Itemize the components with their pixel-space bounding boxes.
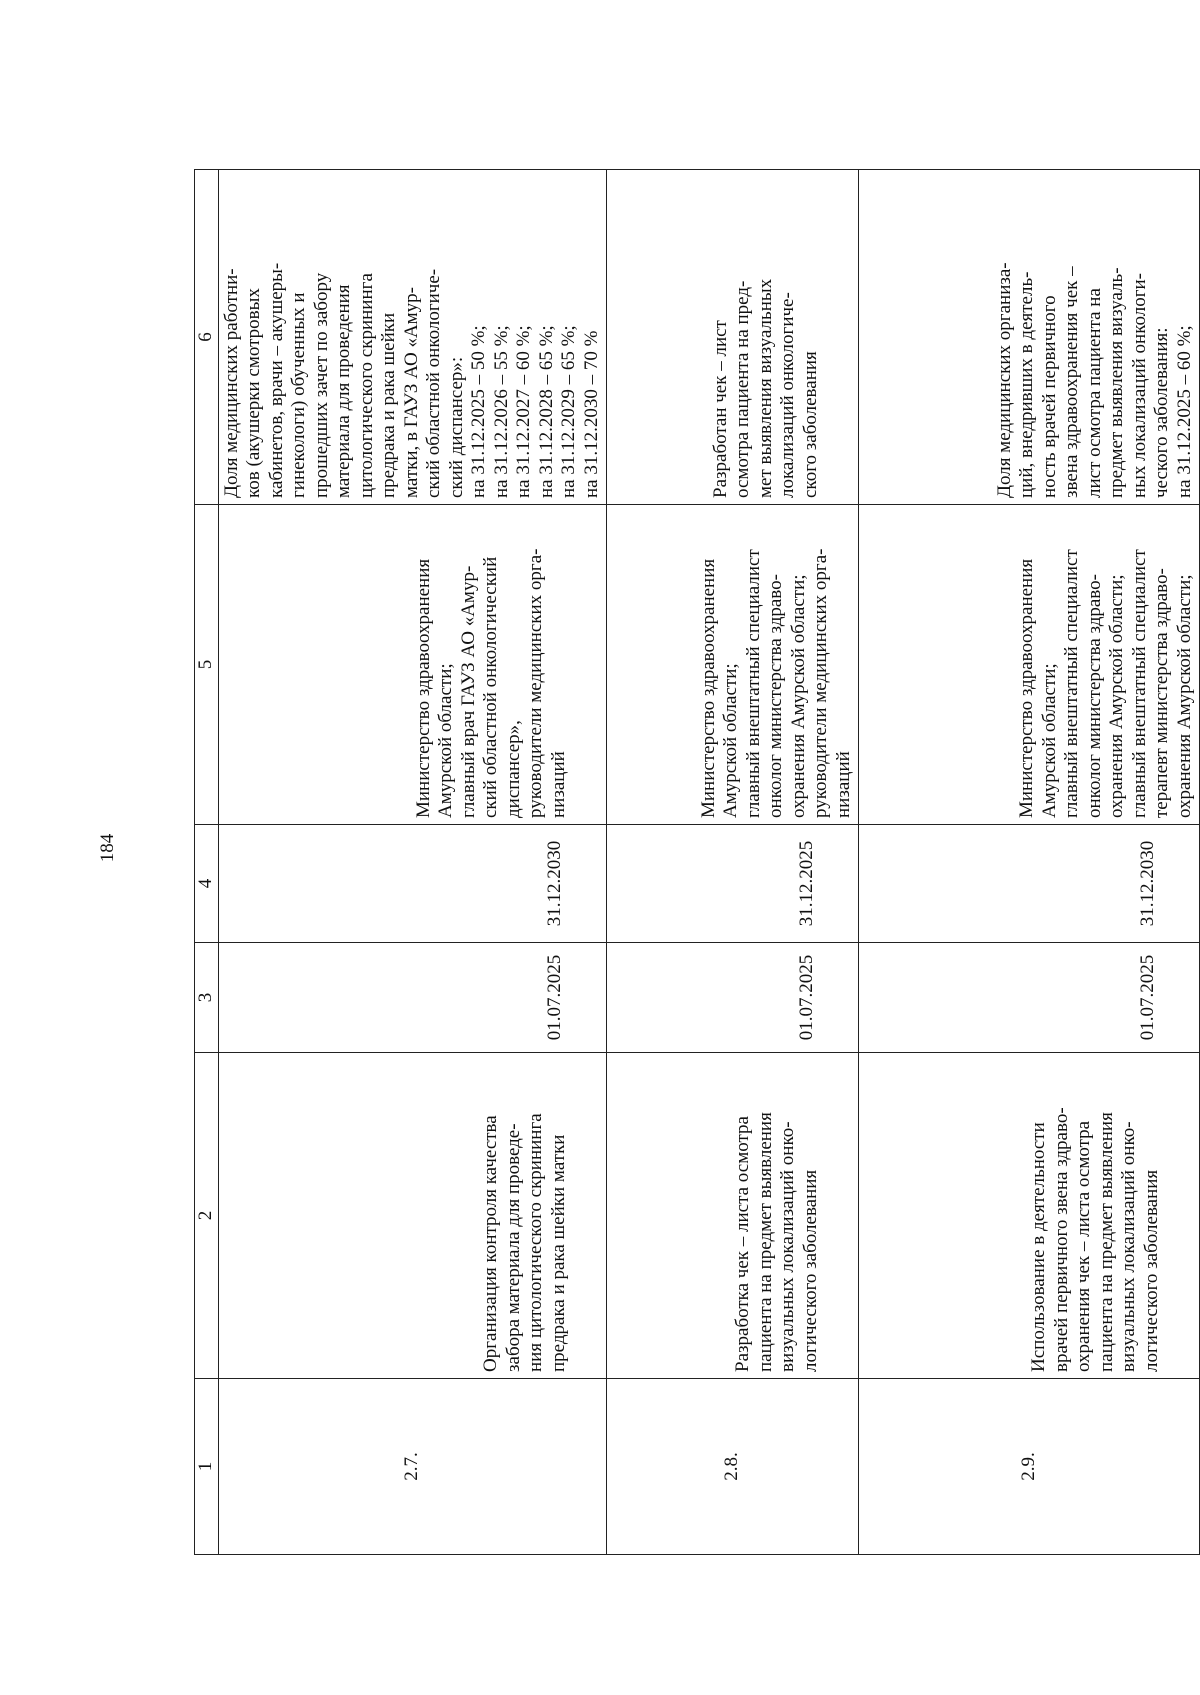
column-number: 6 <box>195 170 219 505</box>
result-cell <box>859 170 1200 505</box>
text-line: пациента на предмет выявления <box>1095 1112 1117 1372</box>
event-cell <box>218 1053 607 1379</box>
text-line: низаций <box>832 751 854 818</box>
text-line: Доля медицинских работни- <box>220 268 242 498</box>
text-line: матки, в ГАУЗ АО «Амур- <box>400 286 422 498</box>
text-line: забора материала для проведе- <box>502 1123 524 1372</box>
text-line: Министерство здравоохранения <box>412 558 434 818</box>
text-line: руководители медицинских орга- <box>810 548 831 818</box>
text-line: прошедших зачет по забору <box>310 272 332 498</box>
result-cell <box>218 170 607 505</box>
text-line: Амурской области; <box>720 663 741 818</box>
table-row <box>859 170 1200 1555</box>
text-line: диспансер», <box>502 720 524 818</box>
text-line: визуальных локализаций онко- <box>1118 1121 1139 1372</box>
text-line: логического заболевания <box>1140 1169 1162 1372</box>
column-number: 1 <box>195 1379 219 1555</box>
text-line: Разработка чек – листа осмотра <box>732 1116 753 1372</box>
text-line: охранения Амурской области; <box>1106 574 1127 818</box>
text-line: онколог министерства здраво- <box>1083 574 1105 818</box>
text-line: на 31.12.2025 – 50 %; <box>468 325 489 498</box>
text-line: на 31.12.2030 – 70 % <box>580 330 602 498</box>
text-line: главный внештатный специалист <box>1061 549 1082 818</box>
page-number: 184 <box>97 833 118 863</box>
event-cell <box>607 1053 859 1379</box>
text-line: визуальных локализаций онко- <box>777 1121 798 1372</box>
end-date: 31.12.2030 <box>859 825 1200 943</box>
text-line: предмет выявления визуаль- <box>1106 267 1127 498</box>
end-date: 31.12.2030 <box>218 825 607 943</box>
text-line: предрака и рака шейки <box>378 312 399 498</box>
table-row <box>607 170 859 1555</box>
text-line: логического заболевания <box>799 1169 821 1372</box>
text-line: ций, внедривших в деятель- <box>1016 271 1037 498</box>
column-number: 3 <box>195 943 219 1053</box>
text-line: пациента на предмет выявления <box>754 1112 776 1372</box>
text-line: главный врач ГАУЗ АО «Амур- <box>457 565 479 818</box>
text-line: на 31.12.2025 – 60 %; <box>1173 325 1195 498</box>
text-line: предрака и рака шейки матки <box>547 1134 569 1372</box>
responsible-cell <box>859 505 1200 825</box>
text-line: ского заболевания <box>799 351 821 498</box>
column-number: 4 <box>195 825 219 943</box>
text-line: мет выявления визуальных <box>754 278 776 498</box>
responsible-cell <box>607 505 859 825</box>
text-line: лист осмотра пациента на <box>1083 288 1105 498</box>
text-line: главный внештатный специалист <box>742 549 764 818</box>
text-line: Разработан чек – лист <box>709 320 731 498</box>
text-line: Амурской области; <box>435 663 456 818</box>
text-line: онколог министерства здраво- <box>765 574 786 818</box>
text-line: ский диспансер»: <box>445 356 467 498</box>
text-line: охранения чек – листа осмотра <box>1073 1120 1094 1372</box>
plan-table <box>194 169 1200 1555</box>
text-line: ческого заболевания: <box>1151 327 1172 498</box>
column-number-row <box>195 170 219 1555</box>
text-line: на 31.12.2029 – 65 %; <box>558 325 579 498</box>
end-date: 31.12.2025 <box>607 825 859 943</box>
column-number: 5 <box>195 505 219 825</box>
event-cell <box>859 1053 1200 1379</box>
row-number: 2.9. <box>859 1379 1200 1555</box>
text-line: Организация контроля качества <box>480 1115 501 1372</box>
text-line: ность врачей первичного <box>1038 295 1060 498</box>
text-line: цитологического скрининга <box>355 273 377 498</box>
text-line: терапевт министерства здраво- <box>1151 568 1172 818</box>
table-row <box>218 170 607 1555</box>
text-line: Амурской области; <box>1038 663 1060 818</box>
text-line: руководители медицинских орга- <box>525 548 546 818</box>
responsible-cell <box>218 505 607 825</box>
text-line: Министерство здравоохранения <box>1016 558 1037 818</box>
text-line: кабинетов, врачи – акушеры- <box>265 262 287 498</box>
text-line: ков (акушерки смотровых <box>243 288 264 498</box>
text-line: охранения Амурской области; <box>787 574 809 818</box>
result-cell <box>607 170 859 505</box>
text-line: ский областной онкологический <box>480 556 501 818</box>
text-line: осмотра пациента на пред- <box>732 280 753 498</box>
text-line: материала для проведения <box>333 284 354 498</box>
start-date: 01.07.2025 <box>607 943 859 1053</box>
text-line: гинекологи) обученных и <box>288 292 309 498</box>
start-date: 01.07.2025 <box>859 943 1200 1053</box>
text-line: Доля медицинских организа- <box>993 262 1015 498</box>
text-line: на 31.12.2026 – 55 %; <box>490 325 512 498</box>
text-line: ных локализаций онкологи- <box>1128 272 1150 498</box>
row-number: 2.8. <box>607 1379 859 1555</box>
text-line: Использование в деятельности <box>1028 1122 1049 1372</box>
text-line: охранения Амурской области; <box>1173 574 1195 818</box>
text-line: на 31.12.2027 – 60 %; <box>513 325 534 498</box>
text-line: ский областной онкологиче- <box>423 268 444 498</box>
text-line: ния цитологического скрининга <box>525 1113 546 1372</box>
column-number: 2 <box>195 1053 219 1379</box>
text-line: главный внештатный специалист <box>1128 549 1150 818</box>
text-line: Министерство здравоохранения <box>697 558 719 818</box>
start-date: 01.07.2025 <box>218 943 607 1053</box>
text-line: низаций <box>547 751 569 818</box>
text-line: врачей первичного звена здраво- <box>1050 1107 1072 1372</box>
text-line: на 31.12.2028 – 65 %; <box>535 325 557 498</box>
text-line: звена здравоохранения чек – <box>1061 266 1082 498</box>
row-number: 2.7. <box>218 1379 607 1555</box>
text-line: локализаций онкологиче- <box>777 292 798 498</box>
rotated-table-wrapper <box>194 170 1195 1555</box>
